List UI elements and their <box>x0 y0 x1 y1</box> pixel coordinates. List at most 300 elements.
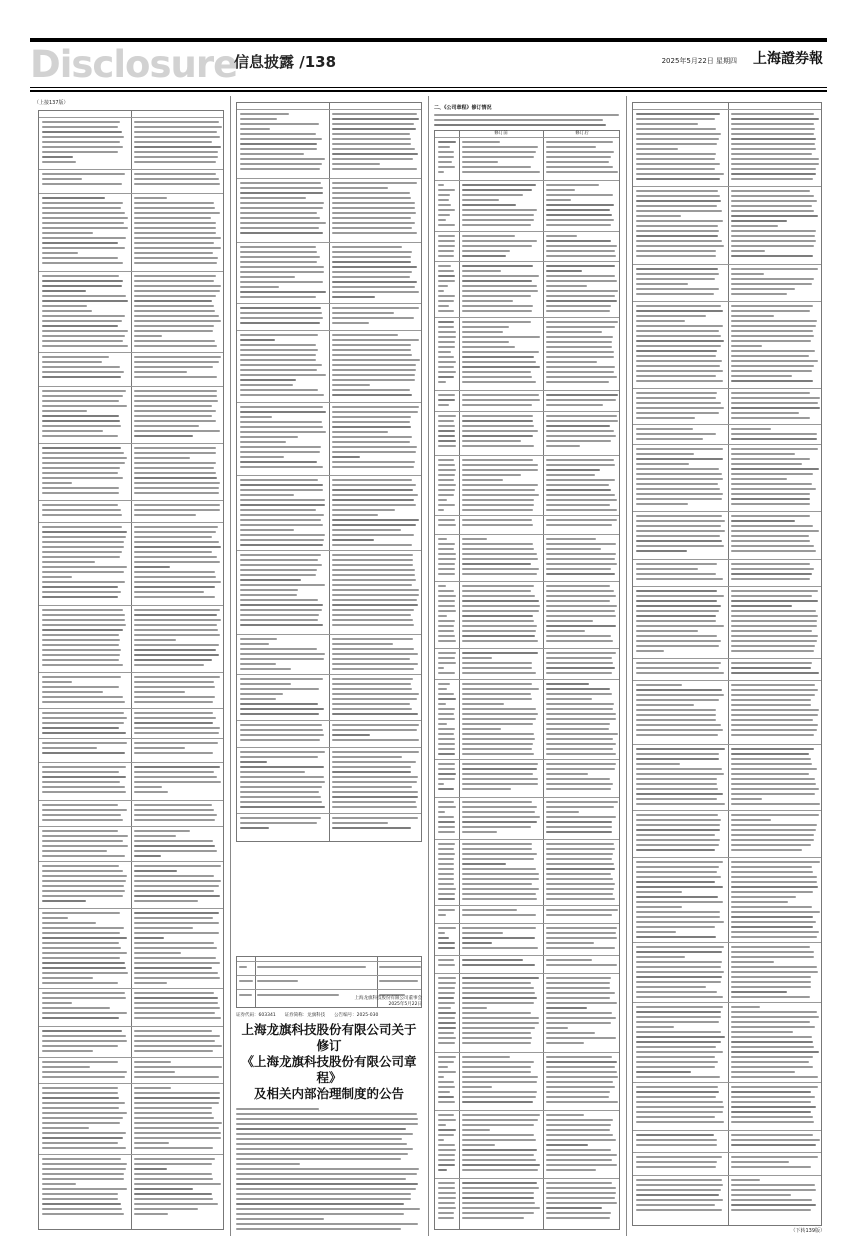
text-line <box>462 831 497 833</box>
table-cell <box>438 459 456 514</box>
text-line <box>462 209 537 211</box>
text-line <box>731 901 788 903</box>
text-line <box>731 1061 809 1063</box>
text-line <box>134 1076 219 1078</box>
table-cell <box>546 927 618 954</box>
text-line <box>438 801 454 803</box>
text-line <box>731 844 811 846</box>
table-cell <box>546 1114 618 1177</box>
text-line <box>438 151 454 153</box>
text-line <box>546 605 617 607</box>
text-line <box>42 400 119 402</box>
text-line <box>240 389 318 391</box>
text-line <box>240 708 324 710</box>
text-line <box>546 440 611 442</box>
text-line <box>42 280 123 282</box>
text-line <box>636 881 715 883</box>
text-line <box>240 534 325 536</box>
text-line <box>438 883 454 885</box>
text-line <box>42 875 127 877</box>
text-line <box>332 312 394 314</box>
text-line <box>438 652 456 654</box>
table-cell <box>438 909 456 922</box>
text-line <box>240 509 316 511</box>
text-line <box>636 428 693 430</box>
text-line <box>546 371 614 373</box>
text-line <box>731 128 815 130</box>
text-line <box>462 693 531 695</box>
after-column-head: 修订后 <box>575 131 589 136</box>
text-line <box>240 643 269 645</box>
text-line <box>240 246 316 248</box>
text-line <box>42 1173 124 1175</box>
text-line <box>42 212 125 214</box>
table-cell <box>731 448 820 510</box>
text-line <box>438 1081 454 1083</box>
text-line <box>240 619 318 621</box>
table-cell <box>332 724 420 746</box>
table-cell <box>42 390 128 442</box>
text-line <box>546 1042 584 1044</box>
text-line <box>332 559 413 561</box>
text-line <box>636 573 716 575</box>
text-line <box>731 412 799 414</box>
text-line <box>240 384 293 386</box>
text-line <box>240 421 322 423</box>
text-line <box>636 1161 717 1163</box>
text-line <box>636 402 721 404</box>
text-line <box>438 713 454 715</box>
text-line <box>332 703 410 705</box>
text-line <box>332 113 417 115</box>
text-line <box>42 696 123 698</box>
text-line <box>332 822 388 824</box>
text-line <box>332 394 412 396</box>
text-line <box>438 538 447 540</box>
text-line <box>546 394 618 396</box>
text-line <box>462 630 536 632</box>
text-line <box>731 525 813 527</box>
text-line <box>546 204 614 206</box>
text-line <box>438 310 454 312</box>
text-line <box>546 519 617 521</box>
table-row <box>633 264 821 301</box>
text-line <box>546 853 613 855</box>
text-line <box>546 600 610 602</box>
text-line <box>134 252 213 254</box>
table-cell <box>462 394 540 410</box>
text-line <box>636 729 723 731</box>
text-line <box>546 1119 613 1121</box>
text-line <box>546 713 616 715</box>
text-line <box>240 364 322 366</box>
text-line <box>546 194 613 196</box>
text-line <box>462 300 513 302</box>
text-line <box>134 1198 213 1200</box>
text-line <box>636 991 717 993</box>
text-line <box>438 1124 446 1126</box>
text-line <box>332 827 411 829</box>
text-line <box>546 151 614 153</box>
table-row <box>633 301 821 388</box>
text-line <box>134 487 219 489</box>
text-line <box>438 698 456 700</box>
text-line <box>462 1071 531 1073</box>
text-line <box>546 883 615 885</box>
table-row <box>39 352 223 386</box>
text-line <box>731 458 810 460</box>
table-row <box>39 117 223 169</box>
text-line <box>438 748 455 750</box>
text-line <box>438 843 455 845</box>
text-line <box>438 743 455 745</box>
text-line <box>134 571 215 573</box>
text-line <box>42 624 126 626</box>
table-cell <box>134 1087 222 1153</box>
text-line <box>236 1188 416 1190</box>
text-line <box>438 356 454 358</box>
table-cell <box>462 459 540 514</box>
text-line <box>438 959 454 961</box>
text-line <box>438 275 455 277</box>
text-line <box>236 1163 300 1165</box>
text-line <box>546 1022 611 1024</box>
text-line <box>731 515 810 517</box>
table-cell <box>332 334 420 401</box>
table-cell <box>462 843 540 904</box>
text-line <box>546 783 613 785</box>
text-line <box>546 888 614 890</box>
text-line <box>438 336 456 338</box>
text-line <box>731 839 814 841</box>
text-line <box>546 620 593 622</box>
text-line <box>438 156 454 158</box>
text-line <box>42 809 127 811</box>
text-line <box>42 207 121 209</box>
text-line <box>42 514 122 516</box>
text-line <box>240 827 269 829</box>
text-line <box>438 295 455 297</box>
text-line <box>636 1071 691 1073</box>
table-cell <box>636 428 725 443</box>
text-line <box>731 590 818 592</box>
text-line <box>42 691 103 693</box>
text-line <box>240 436 298 438</box>
table-cell <box>332 113 420 177</box>
text-line <box>462 1096 536 1098</box>
text-line <box>134 1117 214 1119</box>
text-line <box>42 487 119 489</box>
text-line <box>546 351 614 353</box>
text-line <box>546 937 617 939</box>
text-line <box>134 771 214 773</box>
text-line <box>332 653 418 655</box>
text-line <box>438 563 455 565</box>
text-line <box>240 604 323 606</box>
table-cell <box>134 356 222 385</box>
text-line <box>134 1045 222 1047</box>
table-cell <box>636 268 725 300</box>
text-line <box>134 830 190 832</box>
text-line <box>636 245 724 247</box>
text-line <box>438 1091 450 1093</box>
text-line <box>240 411 326 413</box>
text-line <box>42 425 121 427</box>
text-line <box>332 761 416 763</box>
text-line <box>42 819 123 821</box>
text-line <box>332 484 416 486</box>
table-cell <box>438 763 456 796</box>
text-line <box>240 118 277 120</box>
table-cell <box>546 843 618 904</box>
text-line <box>731 1056 813 1058</box>
table-cell <box>546 1182 618 1222</box>
table-cell <box>462 1056 540 1109</box>
text-line <box>462 464 538 466</box>
text-line <box>42 701 125 703</box>
text-line <box>636 1139 717 1141</box>
text-line <box>42 747 97 749</box>
text-line <box>731 1021 810 1023</box>
text-line <box>546 331 602 333</box>
text-line <box>636 956 685 958</box>
text-line <box>731 1026 815 1028</box>
text-line <box>42 732 126 734</box>
text-line <box>240 786 322 788</box>
text-line <box>462 435 533 437</box>
table-row <box>39 1083 223 1154</box>
text-line <box>42 275 119 277</box>
text-line <box>462 1154 534 1156</box>
text-line <box>546 630 585 632</box>
text-line <box>546 366 615 368</box>
table-row <box>633 388 821 424</box>
text-line <box>462 883 532 885</box>
text-line <box>240 564 322 566</box>
text-line <box>438 718 455 720</box>
text-line <box>438 888 456 890</box>
table-cell <box>438 843 456 904</box>
text-line <box>462 1061 534 1063</box>
text-line <box>462 778 538 780</box>
text-line <box>636 961 722 963</box>
text-line <box>134 766 220 768</box>
text-line <box>731 1086 818 1088</box>
text-line <box>462 605 540 607</box>
text-line <box>134 776 217 778</box>
text-line <box>42 1213 124 1215</box>
text-line <box>636 210 722 212</box>
text-line <box>546 346 612 348</box>
text-line <box>134 257 218 259</box>
table-cell <box>134 766 222 799</box>
text-line <box>731 798 762 800</box>
text-line <box>42 1193 118 1195</box>
text-line <box>332 466 414 468</box>
text-line <box>636 926 715 928</box>
text-line <box>546 265 615 267</box>
text-line <box>731 961 774 963</box>
text-line <box>636 936 716 938</box>
text-line <box>546 672 612 674</box>
text-line <box>546 270 582 272</box>
text-line <box>332 729 417 731</box>
text-line <box>546 788 611 790</box>
text-line <box>731 625 817 627</box>
table-cell <box>134 390 222 442</box>
text-line <box>438 733 454 735</box>
text-line <box>636 315 706 317</box>
text-line <box>462 773 533 775</box>
text-line <box>731 335 814 337</box>
text-line <box>462 171 540 173</box>
text-line <box>134 197 167 199</box>
text-line <box>462 219 534 221</box>
text-line <box>134 202 214 204</box>
table-cell <box>134 1030 222 1056</box>
text-line <box>546 826 612 828</box>
text-line <box>134 514 196 516</box>
text-line <box>134 136 220 138</box>
text-line <box>240 312 322 314</box>
text-line <box>438 703 446 705</box>
text-line <box>636 168 715 170</box>
text-line <box>636 1036 725 1038</box>
text-line <box>240 806 325 808</box>
text-line <box>240 286 279 288</box>
text-line <box>236 1113 417 1115</box>
text-line <box>240 202 324 204</box>
text-line <box>546 415 617 417</box>
text-line <box>240 514 324 516</box>
table-row <box>237 747 421 813</box>
text-line <box>134 850 217 852</box>
signature-company: 上海龙旗科技股份有限公司董事会 <box>354 996 422 1001</box>
text-line <box>731 694 815 696</box>
text-line <box>731 360 818 362</box>
text-line <box>42 596 118 598</box>
text-line <box>240 781 325 783</box>
text-line <box>546 703 614 705</box>
text-line <box>42 1045 118 1047</box>
text-line <box>462 806 537 808</box>
table-row <box>633 444 821 511</box>
table-cell <box>462 538 540 580</box>
text-line <box>731 819 771 821</box>
text-line <box>42 1142 118 1144</box>
text-line <box>462 214 534 216</box>
text-line <box>42 712 124 714</box>
text-line <box>240 271 324 273</box>
table-cell <box>438 394 456 410</box>
text-line <box>42 227 128 229</box>
text-line <box>636 283 688 285</box>
text-line <box>636 1204 715 1206</box>
table-row <box>633 1130 821 1152</box>
text-line <box>42 1030 122 1032</box>
table-row <box>633 744 821 810</box>
text-line <box>236 1118 418 1120</box>
text-line <box>332 431 388 433</box>
text-line <box>462 563 531 565</box>
table-cell <box>332 678 420 719</box>
text-line <box>546 240 611 242</box>
text-line <box>462 459 533 461</box>
table-row <box>435 1110 619 1178</box>
text-line <box>731 205 812 207</box>
text-line <box>636 448 723 450</box>
text-line <box>438 346 455 348</box>
text-line <box>462 280 532 282</box>
text-line <box>462 743 533 745</box>
text-line <box>546 1096 609 1098</box>
text-line <box>731 689 818 691</box>
text-line <box>332 456 360 458</box>
text-line <box>462 657 492 659</box>
text-line <box>636 225 718 227</box>
table-cell <box>636 1179 725 1218</box>
text-line <box>731 113 814 115</box>
table-row <box>237 975 421 989</box>
table-row <box>633 810 821 857</box>
text-line <box>636 550 687 552</box>
table-row <box>39 826 223 861</box>
text-line <box>636 330 719 332</box>
text-line <box>438 848 454 850</box>
text-line <box>731 123 814 125</box>
table-cell <box>332 307 420 329</box>
text-line <box>134 1158 215 1160</box>
text-line <box>134 890 214 892</box>
text-line <box>332 494 418 496</box>
text-line <box>332 683 411 685</box>
text-line <box>42 786 125 788</box>
text-line <box>42 531 127 533</box>
text-line <box>42 581 125 583</box>
text-line <box>462 1022 539 1024</box>
text-line <box>438 640 456 642</box>
text-line <box>546 992 615 994</box>
text-line <box>462 224 531 226</box>
text-line <box>236 1228 401 1230</box>
table-row <box>39 386 223 443</box>
text-line <box>636 1106 724 1108</box>
table-cell <box>438 415 456 454</box>
text-line <box>731 699 811 701</box>
table-cell <box>636 684 725 743</box>
issue-date: 2025年5月22日 星期四 <box>661 57 737 65</box>
text-line <box>134 315 219 317</box>
table-row <box>39 443 223 500</box>
text-line <box>134 467 214 469</box>
text-line <box>731 355 809 357</box>
text-line <box>731 719 813 721</box>
text-line <box>332 708 412 710</box>
text-line <box>462 932 503 934</box>
text-line <box>462 166 531 168</box>
table-cell <box>134 712 222 737</box>
text-line <box>636 235 718 237</box>
text-line <box>438 494 454 496</box>
text-line <box>438 964 455 966</box>
text-line <box>438 1086 455 1088</box>
text-line <box>546 1187 616 1189</box>
text-line <box>636 503 688 505</box>
text-line <box>462 199 499 201</box>
text-line <box>236 1213 404 1215</box>
text-line <box>636 694 724 696</box>
table-row <box>435 648 619 679</box>
